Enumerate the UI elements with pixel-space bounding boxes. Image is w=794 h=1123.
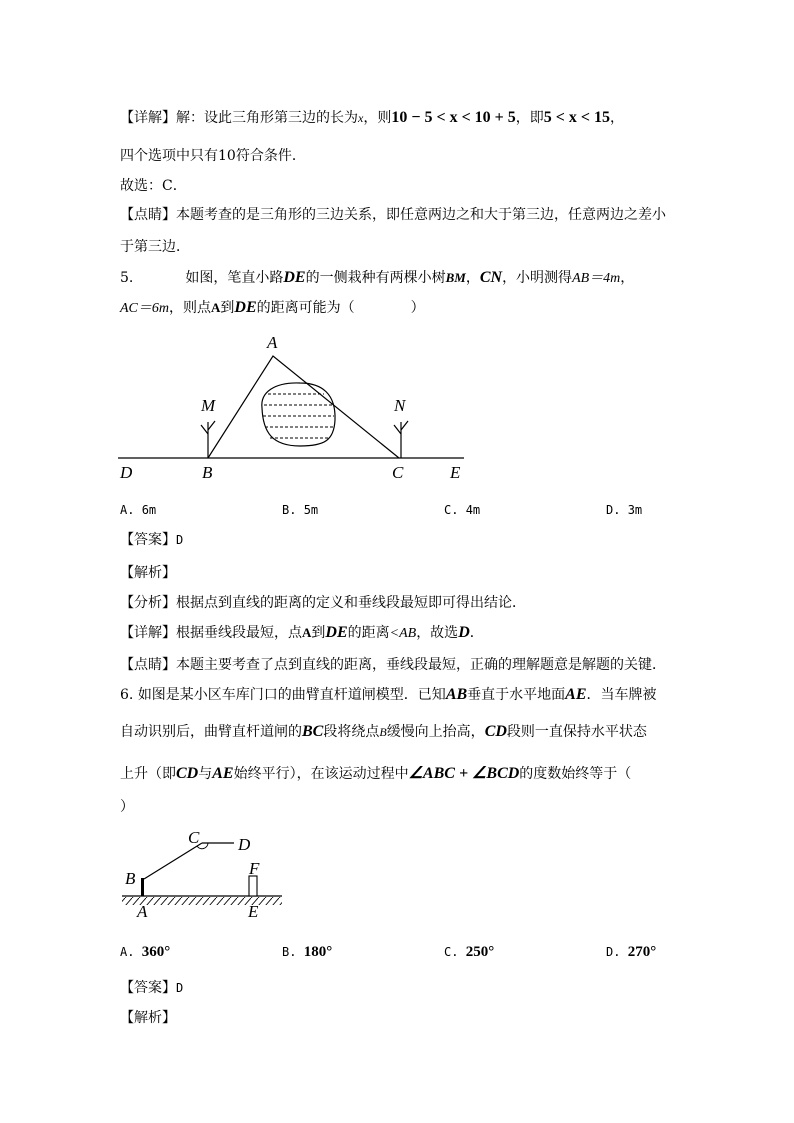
q6-stem-line1: 6. 如图是某小区车库门口的曲臂直杆道闸模型．已知AB垂直于水平地面AE．当车牌被: [120, 686, 657, 703]
q5-stem-line1: 5. 如图，笔直小路DE的一侧栽种有两棵小树BM，CN，小明测得AB＝4m，: [120, 269, 635, 286]
label-C: C: [188, 828, 200, 847]
option-c[interactable]: C. 250°: [444, 944, 495, 960]
inequality-1: 10 − 5 < x < 10 + 5: [391, 109, 516, 126]
label-C: C: [392, 463, 404, 482]
option-a[interactable]: A. 6m: [120, 503, 157, 517]
question-number: 5.: [120, 270, 134, 286]
q5-remark: 【点睛】本题主要考查了点到直线的距离，垂线段最短，正确的理解题意是解题的关键．: [120, 657, 666, 673]
question-number: 6.: [120, 687, 134, 703]
option-a[interactable]: A. 360°: [120, 944, 171, 960]
q6-stem-line2: 自动识别后，曲臂直杆道闸的BC段将绕点B缓慢向上抬高，CD段则一直保持水平状态: [120, 723, 647, 740]
q5-figure: [110, 330, 480, 485]
q6-stem-close: ）: [120, 799, 134, 815]
q6-options: [120, 940, 680, 962]
q6-analysis-tag: 【解析】: [120, 1010, 176, 1026]
label-E: E: [248, 902, 259, 921]
label-D: D: [120, 463, 133, 482]
q5-options: [120, 503, 680, 521]
label-E: E: [450, 463, 461, 482]
label-M: M: [201, 396, 216, 415]
label-A: A: [267, 333, 278, 352]
detail-tag: 【详解】: [120, 110, 176, 126]
label-B: B: [202, 463, 213, 482]
label-A: A: [137, 902, 148, 921]
option-b[interactable]: B. 180°: [282, 944, 333, 960]
q4-option-note: 四个选项中只有10符合条件．: [120, 148, 306, 164]
q5-analysis-tag: 【解析】: [120, 565, 176, 581]
inequality-2: 5 < x < 15: [543, 109, 611, 126]
q5-fenxi: 【分析】根据点到直线的距离的定义和垂线段最短即可得出结论．: [120, 595, 526, 611]
option-d[interactable]: D. 3m: [606, 503, 643, 517]
q4-remark-line1: 【点睛】本题考查的是三角形的三边关系，即任意两边之和大于第三边，任意两边之差小: [120, 207, 666, 223]
q4-detail-line: 【详解】解：设此三角形第三边的长为x，则10 − 5 < x < 10 + 5，即5 < x < 15，: [120, 109, 625, 126]
q6-answer: 【答案】D: [120, 980, 184, 996]
q5-answer: 【答案】D: [120, 532, 184, 548]
q4-remark-line2: 于第三边．: [120, 239, 190, 255]
q4-choice: 故选：C．: [120, 178, 187, 194]
label-N: N: [394, 396, 406, 415]
label-F: F: [249, 859, 260, 878]
q6-stem-line3: 上升（即CD与AE始终平行），在该运动过程中∠ABC + ∠BCD的度数始终等于（: [120, 765, 632, 782]
option-c[interactable]: C. 4m: [444, 503, 481, 517]
label-D: D: [238, 835, 251, 854]
var-x: x: [358, 111, 364, 125]
label-B: B: [125, 869, 136, 888]
option-d[interactable]: D. 270°: [606, 944, 657, 960]
q5-stem-line2: AC＝6m，则点A到DE的距离可能为（ ）: [120, 299, 425, 316]
q6-figure: [118, 826, 288, 922]
q5-detail: 【详解】根据垂线段最短，点A到DE的距离<AB，故选D．: [120, 624, 484, 641]
option-b[interactable]: B. 5m: [282, 503, 319, 517]
